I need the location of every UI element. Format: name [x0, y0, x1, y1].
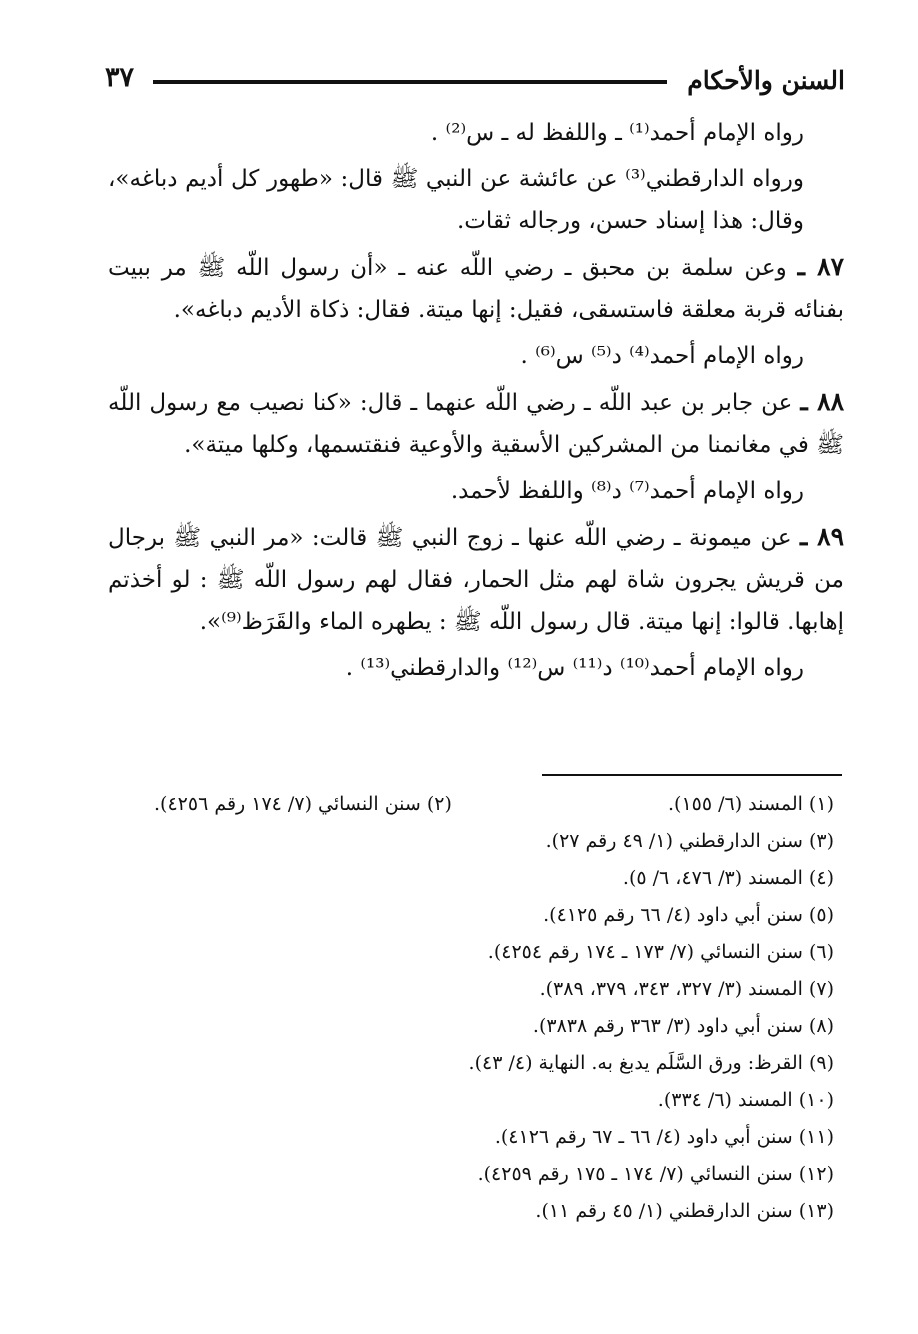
footnote-3: (٣) سنن الدارقطني (١/ ٤٩ رقم ٢٧). — [545, 830, 834, 852]
hadith-88 — [108, 381, 844, 466]
footnote-separator — [542, 774, 842, 776]
hadith-text: عن جابر بن عبد اللّه ـ رضي اللّه عنهما ـ قال: «كنا نصيب مع رسول اللّه ﷺ في مغانمنا من المشركين الأسقية والأوعية فنقتسمها، وكلها ميتة». — [108, 390, 844, 458]
footnote-7: (٧) المسند (٣/ ٣٢٧، ٣٤٣، ٣٧٩، ٣٨٩). — [539, 978, 834, 1000]
paragraph-2: ورواه الدارقطني⁽³⁾ عن عائشة عن النبي ﷺ قال: «طهور كل أديم دباغه»، وقال: هذا إسناد حسن، ورجاله ثقات. — [108, 166, 804, 234]
footnote-1: (١) المسند (٦/ ١٥٥). — [667, 793, 834, 815]
footnote-10: (١٠) المسند (٦/ ٣٣٤). — [657, 1089, 834, 1111]
main-text — [108, 112, 844, 693]
footnote-13: (١٣) سنن الدارقطني (١/ ٤٥ رقم ١١). — [535, 1200, 834, 1222]
footnote-2: (٢) سنن النسائي (٧/ ١٧٤ رقم ٤٢٥٦). — [154, 793, 452, 815]
footnote-row — [154, 786, 834, 823]
footnote-5: (٥) سنن أبي داود (٤/ ٦٦ رقم ٤١٢٥). — [543, 904, 834, 926]
hadith-text: وعن سلمة بن محبق ـ رضي اللّه عنه ـ «أن رسول اللّه ﷺ مر ببيت بفنائه قربة معلقة فاستسقى، فقيل: إنها ميتة. فقال: ذكاة الأديم دباغه». — [108, 255, 844, 323]
page-number: ٣٧ — [105, 62, 135, 93]
footnotes — [150, 786, 834, 1230]
paragraph-1: رواه الإمام أحمد⁽¹⁾ ـ واللفظ له ـ س⁽²⁾ . — [430, 120, 804, 146]
hadith-89 — [108, 516, 844, 643]
page-header — [105, 60, 845, 100]
footnote-4: (٤) المسند (٣/ ٤٧٦، ٦/ ٥). — [622, 867, 834, 889]
footnote-12: (١٢) سنن النسائي (٧/ ١٧٤ ـ ١٧٥ رقم ٤٢٥٩). — [477, 1163, 834, 1185]
running-title: السنن والأحكام — [687, 66, 845, 95]
footnote-6: (٦) سنن النسائي (٧/ ١٧٣ ـ ١٧٤ رقم ٤٢٥٤). — [487, 941, 834, 963]
header-rule — [153, 80, 667, 84]
hadith-text: عن ميمونة ـ رضي اللّه عنها ـ زوج النبي ﷺ قالت: «مر النبي ﷺ برجال من قريش يجرون شاة لهم مثل الحمار، فقال لهم رسول اللّه ﷺ : لو أخذتم إهابها. قالوا: إنها ميتة. قال رسول اللّه ﷺ : يطهره الماء والقَرَظ⁽⁹⁾». — [108, 525, 844, 635]
hadith-87 — [108, 246, 844, 331]
footnote-11: (١١) سنن أبي داود (٤/ ٦٦ ـ ٦٧ رقم ٤١٢٦). — [494, 1126, 834, 1148]
footnote-8: (٨) سنن أبي داود (٣/ ٣٦٣ رقم ٣٨٣٨). — [532, 1015, 834, 1037]
hadith-number: ٨٨ ـ — [800, 387, 844, 416]
paragraph-8: رواه الإمام أحمد⁽¹⁰⁾ د⁽¹¹⁾ س⁽¹²⁾ والدارقطني⁽¹³⁾ . — [345, 655, 804, 681]
hadith-number: ٨٧ ـ — [797, 252, 845, 281]
paragraph-6: رواه الإمام أحمد⁽⁷⁾ د⁽⁸⁾ واللفظ لأحمد. — [450, 478, 804, 504]
paragraph-4: رواه الإمام أحمد⁽⁴⁾ د⁽⁵⁾ س⁽⁶⁾ . — [520, 343, 804, 369]
hadith-number: ٨٩ ـ — [800, 522, 845, 551]
footnote-9: (٩) القرظ: ورق السَّلَم يدبغ به. النهاية (٤/ ٤٣). — [468, 1052, 834, 1074]
